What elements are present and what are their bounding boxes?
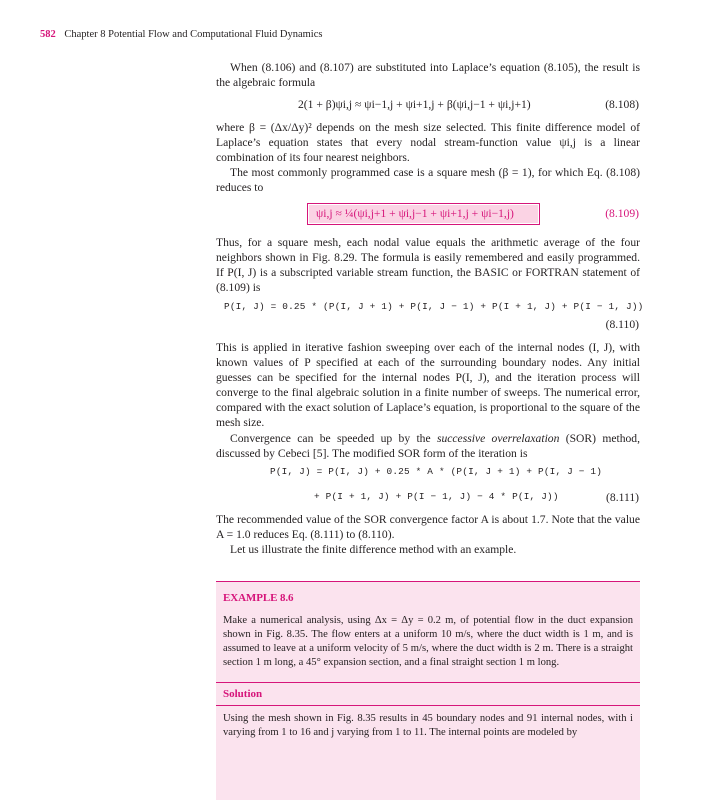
equation-number-8-111: (8.111)	[606, 491, 639, 504]
sor-term: successive overrelaxation	[436, 431, 560, 445]
paragraph-sor-factor: The recommended value of the SOR convergence factor A is about 1.7. Note that the value A = 1.0 reduces Eq. (8.111) to (8.110). Let us illustrate the finite difference method with an example.	[216, 513, 640, 557]
running-head	[40, 29, 322, 40]
paragraph-beta: where β = (Δx/Δy)² depends on the mesh size selected. This finite difference model of Laplace’s equation states that every nodal stream-function value ψi,j is a linear combination of its four nearest neighbors. The most commonly programmed case is a square mesh (β = 1), for which Eq. (8.108) reduces to	[216, 121, 640, 195]
solution-title: Solution	[223, 688, 263, 700]
solution-text: Using the mesh shown in Fig. 8.35 results in 45 boundary nodes and 91 internal nodes, with i varying from 1 to 16 and j varying from 1 to 11. The internal points are modeled by	[223, 713, 633, 739]
paragraph-sor: Convergence can be speeded up by the successive overrelaxation (SOR) method, discussed by Cebeci [5]. The modified SOR form of the iteration is	[216, 431, 640, 460]
equation-number-8-110: (8.110)	[605, 318, 639, 331]
example-header	[216, 581, 640, 607]
equation-number-8-109: (8.109)	[605, 207, 639, 220]
solution-divider	[216, 705, 640, 706]
example-title: EXAMPLE 8.6	[223, 592, 294, 604]
paragraph-square-mesh: The most commonly programmed case is a square mesh (β = 1), for which Eq. (8.108) reduces to	[216, 166, 640, 195]
example-box	[216, 581, 640, 800]
solution-header	[216, 682, 640, 707]
page-number: 582	[40, 29, 56, 40]
example-statement: Make a numerical analysis, using Δx = Δy = 0.2 m, of potential flow in the duct expansion shown in Fig. 8.35. The flow enters at a uniform 10 m/s, where the duct width is 1 m, and is assumed to leave at a uniform velocity of 5 m/s, where the duct width is 2 m. There is a straight section 1 m long, a 45° expansion section, and a final straight section 1 m long.	[223, 615, 633, 669]
code-statement-8-111-line1: P(I, J) = P(I, J) + 0.25 * A * (P(I, J + 1) + P(I, J − 1)	[270, 466, 603, 477]
equation-8-108: 2(1 + β)ψi,j ≈ ψi−1,j + ψi+1,j + β(ψi,j−1 + ψi,j+1)	[298, 98, 531, 111]
equation-number-8-108: (8.108)	[605, 98, 639, 111]
equation-8-109: ψi,j ≈ ¼(ψi,j+1 + ψi,j−1 + ψi+1,j + ψi−1,j)	[316, 207, 514, 220]
code-statement-8-110: P(I, J) = 0.25 * (P(I, J + 1) + P(I, J − 1) + P(I + 1, J) + P(I − 1, J))	[224, 301, 644, 312]
code-statement-8-111-line2: + P(I + 1, J) + P(I − 1, J) − 4 * P(I, J))	[314, 491, 559, 502]
paragraph-illustrate: Let us illustrate the finite difference method with an example.	[230, 543, 517, 557]
chapter-title: Chapter 8 Potential Flow and Computational Fluid Dynamics	[64, 29, 323, 40]
paragraph-iteration: This is applied in iterative fashion sweeping over each of the internal nodes (I, J), with known values of P specified at each of the surrounding boundary nodes. Any initial guesses can be specified for the internal nodes P(I, J), and the iteration process will converge to the final algebraic solution in a finite number of sweeps. The numerical error, compared with the exact solution of Laplace’s equation, is proportional to the square of the mesh size. Convergence can be speeded up by the successive overrelaxation (SOR) method, discussed by Cebeci [5]. The modified SOR form of the iteration is	[216, 341, 640, 460]
boxed-equation-8-109	[307, 203, 540, 225]
paragraph-intro: When (8.106) and (8.107) are substituted into Laplace’s equation (8.105), the result is the algebraic formula	[216, 61, 640, 90]
paragraph-square-mesh-average: Thus, for a square mesh, each nodal value equals the arithmetic average of the four neighbors shown in Fig. 8.29. The formula is easily remembered and easily programmed. If P(I, J) is a subscripted variable stream function, the BASIC or FORTRAN statement of (8.109) is	[216, 236, 640, 295]
